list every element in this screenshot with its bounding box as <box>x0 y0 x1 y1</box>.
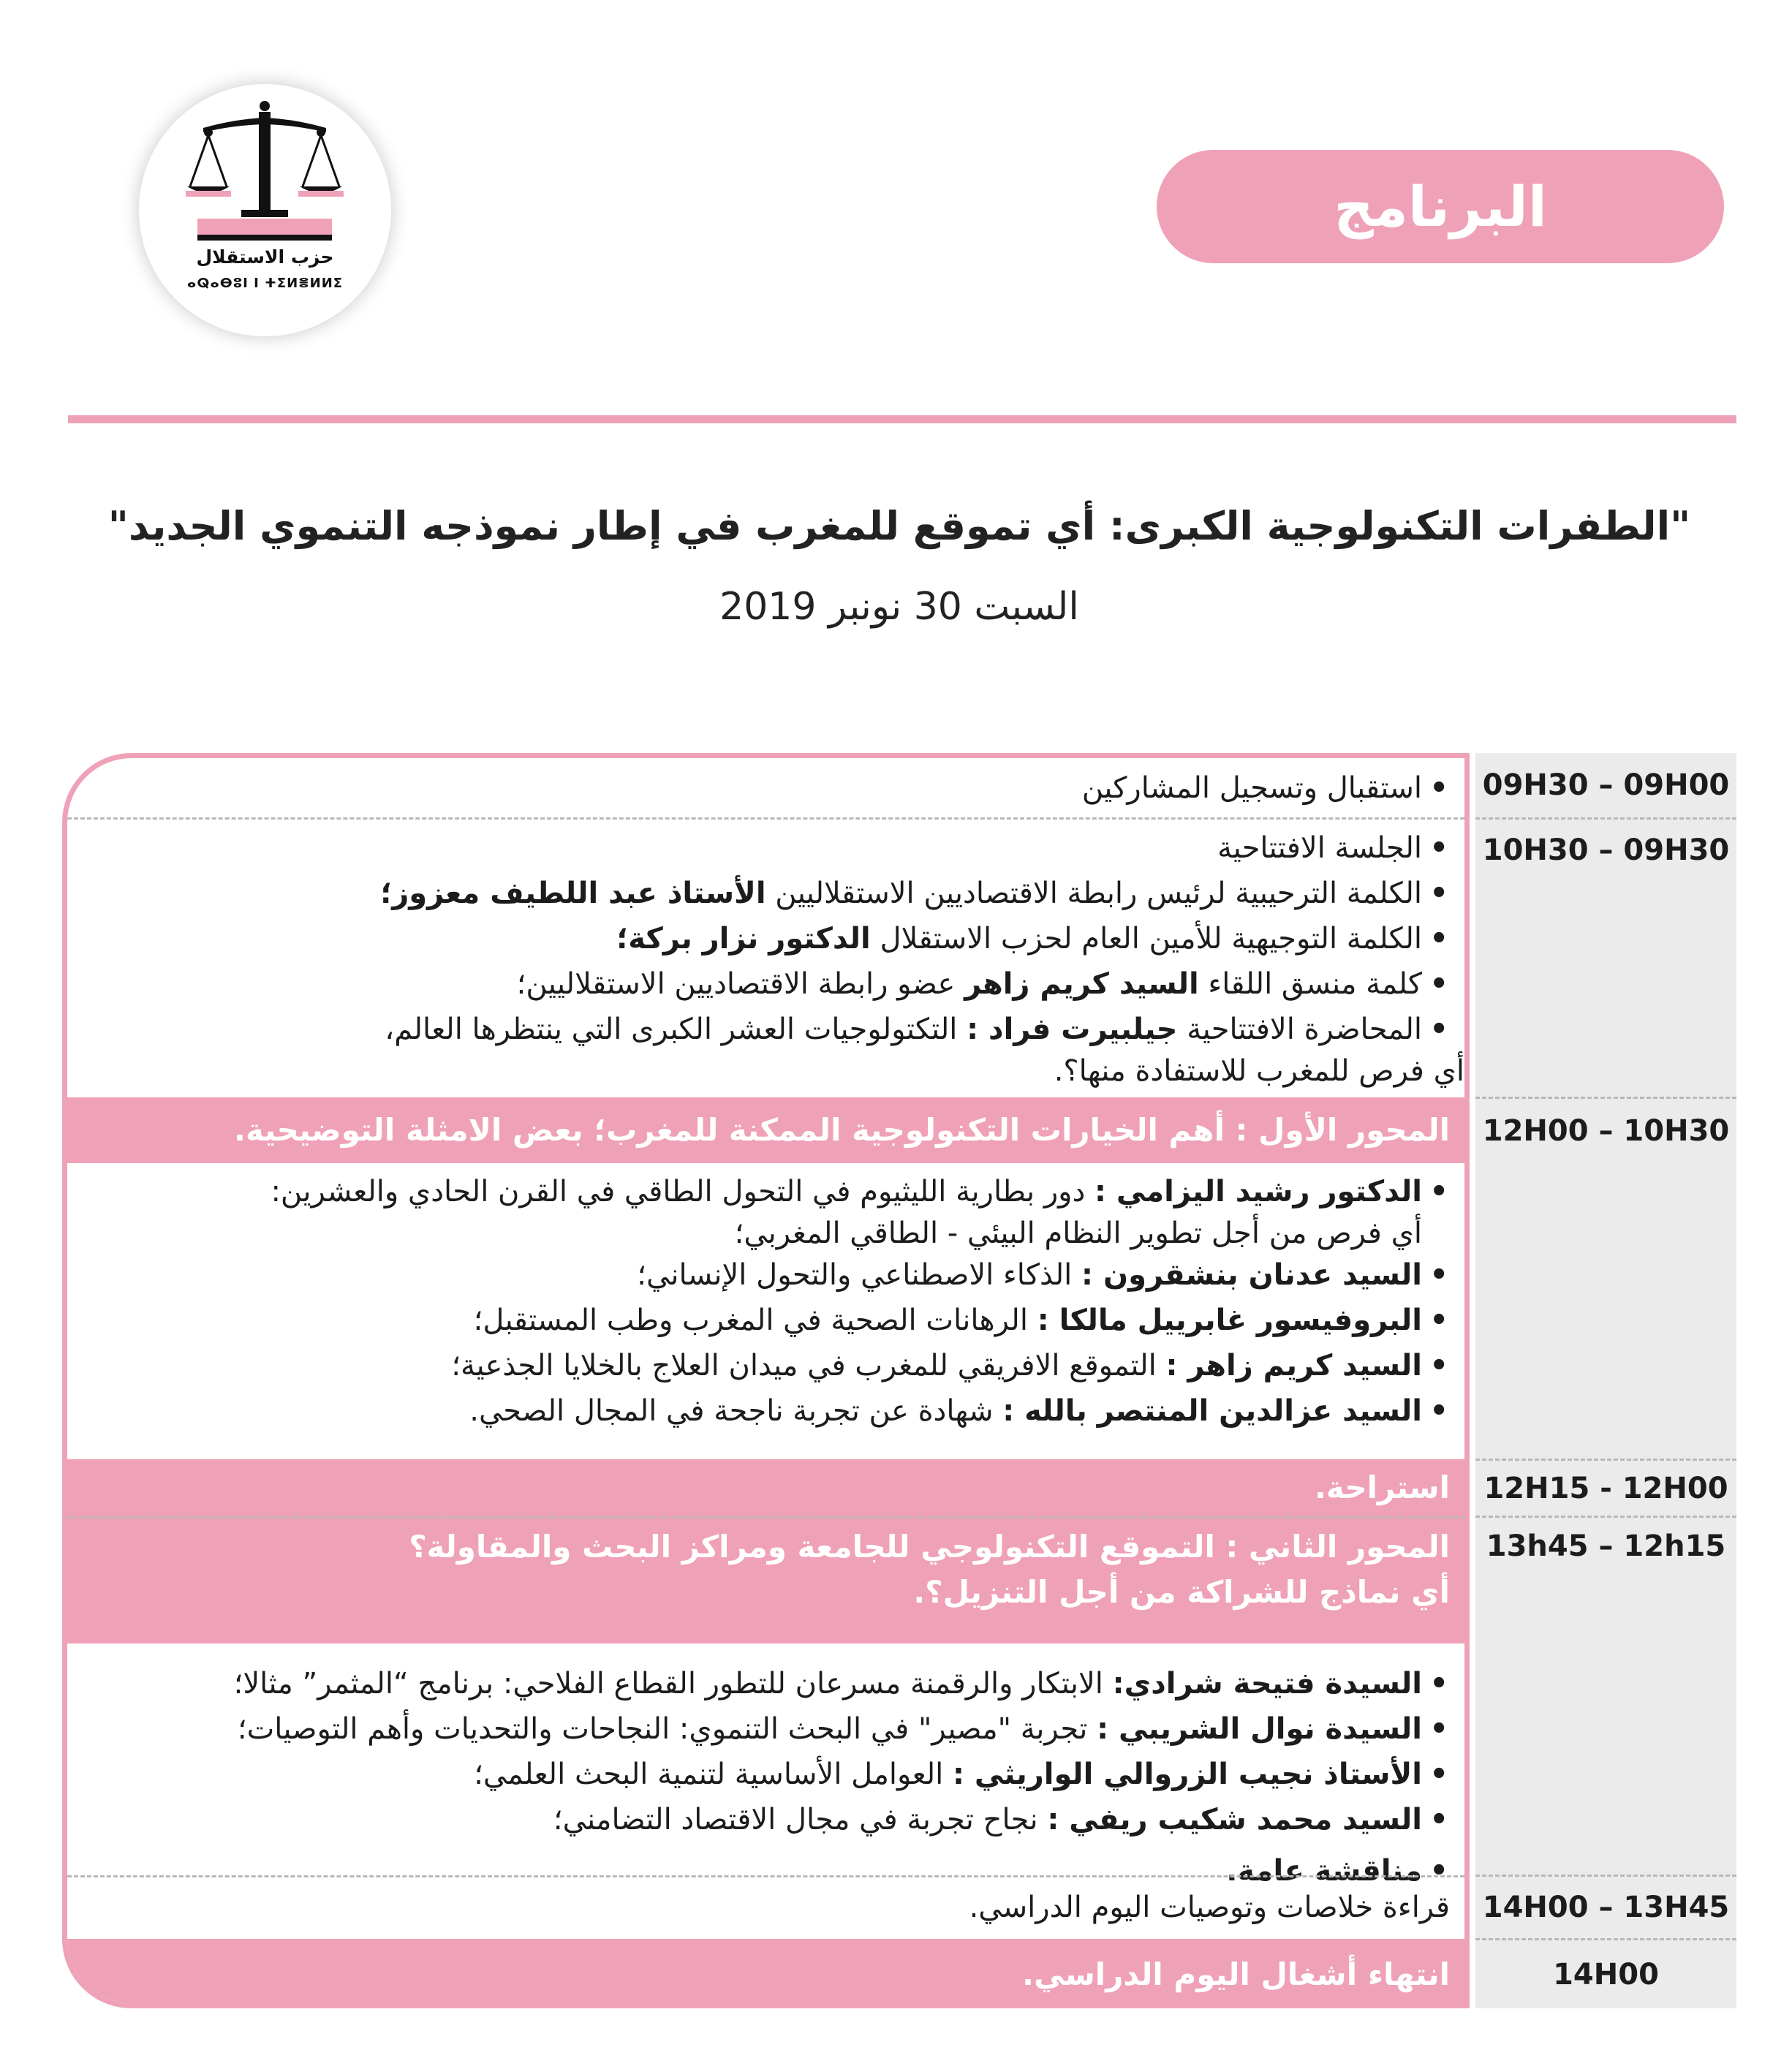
list-item: • الدكتور رشيد اليزامي : دور بطارية الليثيوم في التحول الطاقي في القرن الحادي والعشرين: أي فرص من أجل تطوير النظام البيئي - الطاقي المغربي؛ <box>67 1169 1464 1252</box>
time-slot: 14H00 <box>1475 1938 1736 2008</box>
speaker-name: السيد عدنان بنشقرون : <box>1081 1258 1422 1292</box>
end-row: انتهاء أشغال اليوم الدراسي. <box>67 1939 1464 2008</box>
speaker-name: السيدة نوال الشريبي : <box>1097 1712 1422 1746</box>
axis2-heading: المحور الثاني : التموقع التكنولوجي للجامعة ومراكز البحث والمقاولة؟ أي نماذج للشراكة من أجل التنزيل؟. <box>67 1516 1464 1644</box>
speaker-name: البروفيسور غابرييل مالكا : <box>1037 1304 1422 1337</box>
list-item: • السيد محمد شكيب ريفي : نجاح تجربة في مجال الاقتصاد التضامني؛ <box>67 1797 1464 1842</box>
party-name-tifinagh: ⴰⵕⴰⴱⵓⵏ ⵏ ⵜⵉⵍⴻⵍⵍⵉ <box>186 276 344 291</box>
list-item: • الكلمة الترحيبية لرئيس رابطة الاقتصاديين الاستقلاليين الأستاذ عبد اللطيف معزوز؛ <box>67 871 1464 916</box>
time-slot: 10H30 – 09H30 <box>1475 817 1736 880</box>
list-item: • السيد كريم زاهر : التموقع الافريقي للمغرب في ميدان العلاج بالخلايا الجذعية؛ <box>67 1343 1464 1388</box>
speaker-name: السيد كريم زاهر <box>964 967 1199 1001</box>
speaker-name: الدكتور رشيد اليزامي : <box>1095 1175 1422 1209</box>
program-title: البرنامج <box>1334 174 1547 239</box>
list-item: • السيدة نوال الشريبي : تجربة "مصير" في البحث التنموي: النجاحات والتحديات وأهم التوصيات؛ <box>67 1706 1464 1752</box>
list-item: • السيد عزالدين المنتصر بالله : شهادة عن تجربة ناجحة في المجال الصحي. <box>67 1388 1464 1434</box>
speaker-name: الأستاذ عبد اللطيف معزوز؛ <box>380 877 766 910</box>
time-slot: 13h45 – 12h15 <box>1475 1516 1736 1574</box>
schedule-row-reception <box>67 758 1464 817</box>
event-title: "الطفرات التكنولوجية الكبرى: أي تموقع للمغرب في إطار نموذجه التنموي الجديد" <box>107 503 1691 549</box>
list-item: • الكلمة التوجيهية للأمين العام لحزب الاستقلال الدكتور نزار بركة؛ <box>67 916 1464 961</box>
schedule-table <box>62 753 1470 2008</box>
break-row: استراحة. <box>67 1459 1464 1516</box>
speaker-name: السيد عزالدين المنتصر بالله : <box>1002 1394 1422 1428</box>
list-item: • الجلسة الافتتاحية <box>67 825 1464 871</box>
time-slot: 09H30 – 09H00 <box>1482 768 1730 802</box>
scales-of-justice-icon <box>139 84 391 336</box>
time-slot: 12H15 - 12H00 <box>1475 1459 1736 1516</box>
schedule-row-closing: قراءة خلاصات وتوصيات اليوم الدراسي. <box>67 1875 1464 1939</box>
party-logo <box>139 84 391 336</box>
schedule-row-opening <box>67 817 1464 1097</box>
list-item: • كلمة منسق اللقاء السيد كريم زاهر عضو رابطة الاقتصاديين الاستقلاليين؛ <box>67 961 1464 1007</box>
speaker-name: الدكتور نزار بركة؛ <box>616 922 871 956</box>
speaker-name: السيد محمد شكيب ريفي : <box>1047 1803 1422 1837</box>
speaker-name: جيلبيرت فراد : <box>967 1013 1178 1046</box>
list-item: • الأستاذ نجيب الزروالي الواريثي : العوامل الأساسية لتنمية البحث العلمي؛ <box>67 1752 1464 1797</box>
list-item: • المحاضرة الافتتاحية جيلبيرت فراد : التكتولوجيات العشر الكبرى التي ينتظرها العالم، أي فرص للمغرب للاستفادة منها؟. <box>67 1007 1464 1090</box>
speaker-name: السيدة فتيحة شرادي: <box>1112 1667 1422 1701</box>
list-item: • مناقشة عامة. <box>67 1848 1464 1894</box>
divider <box>68 415 1736 423</box>
speaker-name: الأستاذ نجيب الزروالي الواريثي : <box>953 1758 1422 1791</box>
party-name: حزب الاستقلال <box>196 246 334 268</box>
speaker-name: السيد كريم زاهر : <box>1165 1349 1422 1383</box>
event-date: السبت 30 نونبر 2019 <box>719 585 1079 629</box>
axis1-heading: المحور الأول : أهم الخيارات التكنولوجية الممكنة للمغرب؛ بعض الامثلة التوضيحية. <box>67 1097 1464 1163</box>
time-column <box>1475 753 1736 2008</box>
list-item: • استقبال وتسجيل المشاركين <box>67 765 1464 811</box>
list-item: • السيد عدنان بنشقرون : الذكاء الاصطناعي والتحول الإنساني؛ <box>67 1252 1464 1298</box>
list-item: • البروفيسور غابرييل مالكا : الرهانات الصحية في المغرب وطب المستقبل؛ <box>67 1298 1464 1343</box>
schedule-row-axis2 <box>67 1644 1464 1888</box>
time-slot: 12H00 – 10H30 <box>1475 1097 1736 1162</box>
time-slot: 14H00 – 13H45 <box>1475 1875 1736 1938</box>
schedule-row-axis1 <box>67 1163 1464 1459</box>
list-item: • السيدة فتيحة شرادي: الابتكار والرقمنة مسرعان للتطور القطاع الفلاحي: برنامج “المثمر” مثالا؛ <box>67 1661 1464 1706</box>
program-title-pill <box>1157 150 1724 263</box>
